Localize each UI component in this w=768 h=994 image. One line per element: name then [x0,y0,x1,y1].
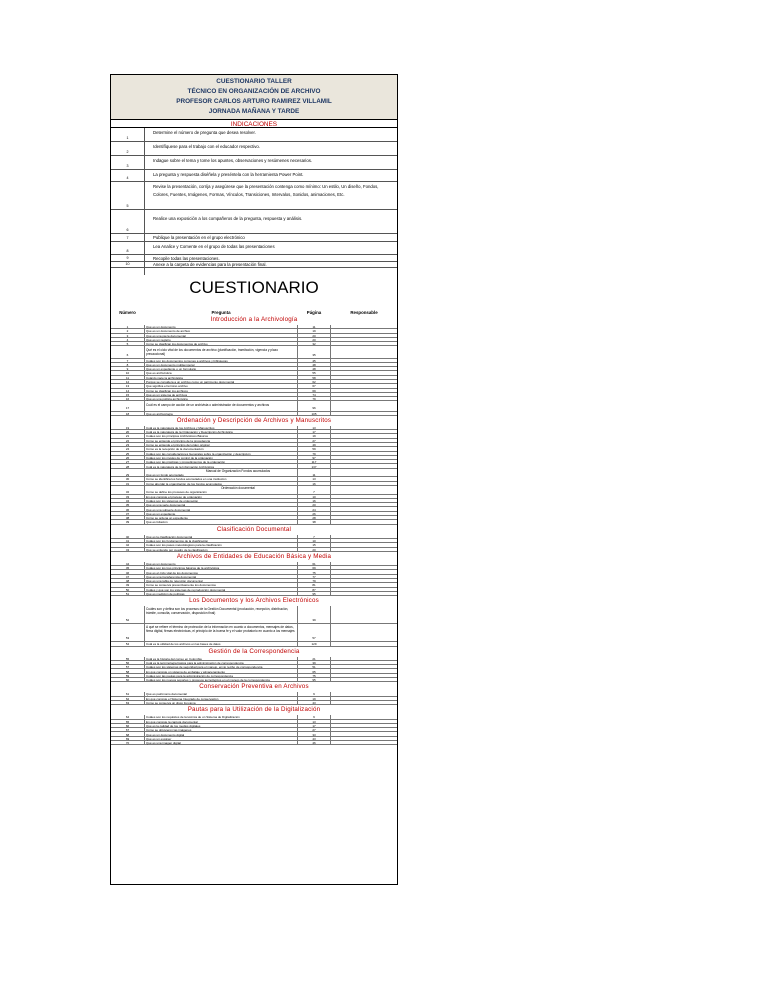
question-number: 11 [125,375,130,380]
question-text: Cuál es la naturaleza de la Ordenación y Descripción Archivística [146,430,233,435]
question-number: 60 [125,678,130,683]
column-divider [297,562,298,596]
question-number: 61 [125,692,130,697]
section-title: Ordenación y Descripción de Archivos y Manuscritos [176,416,332,424]
question-page: 17 [312,723,316,728]
col-header-pagina: Página [306,310,322,315]
indicacion-number: 4 [126,176,129,180]
question-page: 87 [312,587,316,592]
question-number: 3 [126,333,129,338]
indicacion-row [111,262,397,268]
question-row [111,347,397,359]
indicacion-number: 8 [126,249,129,253]
question-page: 17 [312,430,316,435]
question-number: 44 [125,561,130,566]
question-text: Cómo abordar la organización de los fondos acumulados [146,481,222,486]
question-number: 51 [125,592,130,596]
question-page: 95 [312,678,316,683]
question-text: Cuáles son las consideraciones Generales sobre la organización y descripción [146,451,251,456]
question-page: 105 [311,411,317,416]
question-text: Cuál es la historia del correo en Colombia [146,656,202,661]
question-page: 38 [312,520,316,525]
question-text: Qué es una transferencia documental [146,574,197,579]
column-divider [297,325,298,416]
question-text: Qué es medición de políticas [146,592,185,596]
question-number: 47 [125,574,130,579]
subsection-label: Ordenación documental [221,486,255,490]
header-block [111,75,397,119]
question-text: Qué es un escáner [146,736,172,741]
indicacion-row [111,182,397,210]
question-text: Qué es una imagen digital [146,741,181,746]
question-text: Qué es un documento digital [146,732,185,737]
question-text: Cuáles son los nuevos soportes y procesos tecnológicos en el manejo de la correspondencia [146,678,270,683]
question-page: 96 [312,405,316,410]
question-text: Cuáles son los tres principios básicos de la archivística [146,566,220,571]
question-page: 28 [312,516,316,521]
column-divider [144,535,145,552]
question-number: 59 [125,673,130,678]
question-page: 20 [312,503,316,508]
question-page: 61 [312,561,316,566]
question-text: Cuáles son los fundamentos de la clasificación [146,539,209,543]
indicacion-text: Publique la presentación en el grupo electrónico [153,235,245,240]
indicaciones-title: INDICACIONES [111,119,397,128]
question-text: Cómo se obtuvieron las imágenes [146,728,192,733]
question-number: 56 [125,660,130,665]
column-divider [144,606,145,646]
indicacion-text: Recopile todas las presentaciones. [153,256,220,261]
question-number: 41 [125,539,130,543]
question-text: Qué es una política archivística [146,397,188,402]
subsection-label: Manual de Organización Fondos acumulados [205,468,271,473]
indicacion-text: Revise la presentación, corrija y asegúrese que la presentación contenga como mínimo: Un estilo, Un diseño, Fondos, Colores, Fuentes, Imágenes, Formas, Vínculos, Transiciones, Intervalos, Sonidos, animaciones, Etc. [153,184,379,197]
question-page: 10 [312,494,316,499]
question-page: 13 [312,425,316,430]
question-page: 13 [312,477,316,482]
question-page: 129 [311,642,317,647]
question-page: 16 [312,481,316,486]
question-text: Cómo se ordena un expediente [146,516,188,521]
section-title: Pautas para la Utilización de la Digitalización [187,706,321,714]
question-text: Cómo se conserva preventivamente los documentos [146,583,216,588]
header-line-1: CUESTIONARIO TALLER [216,78,292,85]
question-number: 57 [125,665,130,670]
column-divider [330,426,331,525]
question-number: 45 [125,566,130,571]
column-divider [144,325,145,416]
question-text: Qué es foliación [146,520,168,525]
section-title: Gestión de la Correspondencia [208,647,300,655]
question-number: 2 [126,329,129,334]
question-number: 62 [125,696,130,701]
cuestionario-title: CUESTIONARIO [189,278,319,297]
column-divider [144,715,145,745]
question-text: En qué consiste el proceso de ordenación [146,494,202,499]
question-text: Porqué se considera a un archivo como un patrimonio documental [146,380,235,384]
question-number: 29 [125,473,130,478]
question-number: 70 [125,741,130,746]
questionnaire-sheet [110,74,398,885]
question-number: 8 [126,362,129,367]
header-line-4: JORNADA MAÑANA Y TARDE [208,108,300,115]
indicacion-number: 10 [125,262,130,266]
question-page: 45 [312,358,316,363]
question-page: 9 [313,715,315,720]
question-text: Qué es un fondo acumulado [146,473,184,478]
question-text: Cómo es la recepción de la documentación [146,447,204,452]
question-number: 31 [125,481,130,486]
question-number: 67 [125,728,130,733]
question-number: 21 [125,434,130,439]
indicacion-row [111,142,397,156]
question-text: Qué es el ciclo vital de los documentos [146,570,198,575]
question-number: 50 [125,587,130,592]
indicacion-number: 5 [126,204,129,208]
indicacion-number: 3 [126,164,129,168]
question-text: Cuál es el campo de acción de un archivista o administrador de documentos y archivos [146,402,270,407]
question-text: Cuáles son los sistemas de ordenación [146,498,199,503]
question-page: 20 [312,333,316,338]
question-page: 19 [312,329,316,334]
question-number: 55 [125,656,130,661]
question-page: 46 [312,741,316,746]
question-text: Qué es un documento de archivo [146,329,191,334]
question-text: Cuándo nace la archivística [146,375,183,380]
indicacion-number: 1 [126,136,129,140]
question-number: 17 [125,405,130,410]
question-number: 34 [125,498,130,503]
question-number: 9 [126,367,129,372]
section-title: Conservación Preventiva en Archivos [199,683,309,691]
question-number: 46 [125,570,130,575]
column-divider [297,715,298,745]
column-divider [144,692,145,705]
question-number: 25 [125,451,130,456]
question-text: Qué es una tabla de retención documental [146,579,203,584]
question-text: Cuáles son las prácticas y procedimientos de la ordenación [146,460,226,465]
indicacion-row [111,170,397,182]
question-page: 9 [313,692,315,697]
question-number: 20 [125,430,130,435]
question-number: 13 [125,384,130,389]
question-number: 12 [125,380,130,384]
column-divider [144,426,145,525]
question-number: 33 [125,494,130,499]
question-number: 64 [125,715,130,720]
question-page: 24 [312,507,316,512]
question-page: 67 [312,384,316,389]
question-text: Qué es un documento [146,561,176,566]
indicacion-row [111,242,397,255]
question-page: 48 [312,362,316,367]
question-page: 7 [313,490,315,495]
column-divider [330,657,331,683]
question-number: 14 [125,388,130,393]
indicacion-text: Realice una exposición a los compañeros de la pregunta, respuesta y análisis. [153,216,303,221]
column-divider [297,426,298,525]
question-text: Cómo se define los procesos de organización [146,490,207,495]
question-text: Qué es un expediente [146,511,176,516]
question-text: Qué es archivología [146,411,173,416]
indicacion-text: Identifíquese para el trabajo con el educador respectivo. [153,144,261,149]
question-number: 53 [125,636,130,641]
question-page: 55 [312,371,316,376]
column-divider [297,657,298,683]
question-text: Cuáles son los pasos metodológicos para la clasificación [146,543,222,548]
indicacion-number: 2 [126,150,129,154]
question-text: Qué es una subserie documental [146,507,191,512]
indicaciones-divider [144,128,145,275]
question-page: 32 [312,342,316,347]
header-line-2: TÉCNICO EN ORGANIZACIÓN DE ARCHIVO [187,88,321,95]
question-number: 38 [125,516,130,521]
column-divider [144,562,145,596]
question-text: Qué es una pieza documental [146,333,186,338]
question-text: Cuáles son los niveles de control de la ordenación [146,455,213,460]
question-number: 37 [125,511,130,516]
indicacion-text: Anexe a la carpeta de evidencias para la presentación final. [153,262,267,267]
question-page: 43 [312,736,316,741]
column-divider [297,535,298,552]
question-number: 65 [125,719,130,724]
indicacion-row [111,210,397,234]
question-number: 68 [125,732,130,737]
question-page: 48 [312,367,316,372]
indicacion-row [111,255,397,262]
question-text: Qué es el ciclo vital de los documentos de archivo (planificación, tramitación, vigencia y plazo precaucional) [146,347,278,356]
question-page: 81 [312,583,316,588]
question-text: Cómo se entiende el principio del orden original [146,443,210,447]
indicacion-number: 7 [126,236,129,240]
column-divider [330,692,331,705]
question-number: 18 [125,411,130,416]
indicacion-row [111,128,397,142]
question-number: 30 [125,477,130,482]
question-row [111,741,397,745]
question-page: 49 [312,443,316,447]
question-text: Qué es patrimonio documental [146,692,187,697]
question-row [111,624,397,642]
section-title: Introducción a la Archivología [210,316,298,323]
question-page: 137 [311,464,317,469]
question-text: A qué se refiere el término de protección de la información en cuanto a documentos, mensajes de datos, firma digital, firmas electrónicas, el principio de la buena fe y el valor probatorio en cuanto a los mensajes [146,625,295,634]
question-page: 62 [312,380,316,384]
indicacion-text: Determine el número de pregunta que desea resolver. [153,130,256,135]
question-number: 23 [125,443,130,447]
question-number: 39 [125,520,130,525]
question-text: Cuál es la naturaleza de los Archivos y Manuscritos [146,425,215,430]
question-page: 95 [312,592,316,596]
question-page: 69 [312,388,316,393]
indicacion-number: 9 [126,256,129,260]
question-page: 65 [312,669,316,674]
indicacion-row [111,234,397,242]
question-number: 19 [125,425,130,430]
question-page: 117 [311,460,317,465]
question-number: 43 [125,547,130,552]
question-text: Qué es la calidad de los medios digitales [146,723,201,728]
question-number: 7 [126,358,129,363]
question-number: 40 [125,534,130,539]
indicacion-row [111,156,397,170]
section-title: Los Documentos y los Archivos Electrónicos [189,597,319,605]
question-number: 6 [126,352,129,357]
question-number: 32 [125,490,130,495]
column-divider [330,535,331,552]
question-text: Qué es archivística [146,371,172,376]
question-row [111,606,397,624]
question-text: Cuáles son los documentos comunes a archivos y bibliotecas [146,358,228,363]
question-text: Cómo se entiende el principio de la procedencia [146,438,211,443]
question-number: 58 [125,669,130,674]
question-number: 28 [125,464,130,469]
question-page: 74 [312,392,316,397]
question-text: Qué se entiende por cuadro de la clasificación [146,547,208,552]
question-page: 27 [312,728,316,733]
question-text: Qué significa el término archivo [146,384,188,389]
question-page: 11 [312,473,316,478]
question-page: 19 [312,696,316,701]
question-text: Cuáles son los sistemas de seguridad para el manejo, envío recibo de correspondencia [146,665,263,670]
column-divider [297,606,298,646]
question-text: Qué es la clasificación documental [146,534,193,539]
question-page: 79 [312,397,316,402]
column-divider [330,606,331,646]
question-page: 7 [313,534,315,539]
question-page: 19 [312,434,316,439]
section-title: Clasificación Documental [216,525,292,533]
question-page: 20 [312,337,316,342]
question-page: 13 [312,719,316,724]
question-number: 16 [125,397,130,402]
question-number: 4 [126,337,129,342]
question-text: Cómo se clasifican los archivos [146,388,188,393]
question-page: 77 [312,574,316,579]
column-divider [297,692,298,705]
question-page: 58 [312,375,316,380]
question-number: 54 [125,642,130,647]
col-header-pregunta: Pregunta [211,310,231,315]
question-page: 16 [312,498,316,503]
question-text: Cuál es la utilidad de los archivos en las bases de datos [146,642,221,647]
question-number: 24 [125,447,130,452]
question-text: Cómo se clasifican los documentos de archivo [146,342,208,347]
indicacion-text: La pregunta y respuesta diséñela y preséntela con la herramienta Power Point. [153,172,304,177]
question-number: 42 [125,543,130,548]
question-text: Qué es un expediente o un formulario [146,367,197,372]
question-number: 27 [125,460,130,465]
question-number: 26 [125,455,130,460]
question-page: 21 [312,656,316,661]
question-number: 15 [125,392,130,397]
question-page: 43 [312,701,316,705]
question-number: 52 [125,618,130,623]
question-text: Qué es un sistema de archivos [146,392,188,397]
question-page: 15 [312,543,316,548]
column-divider [330,715,331,745]
question-text: Cuáles son los principios Archivísticos Básicos [146,434,209,439]
question-row [111,402,397,412]
question-number: 1 [126,325,129,329]
question-text: Cuál es la naturaleza de la Información Archivística [146,464,215,469]
header-line-3: PROFESOR CARLOS ARTURO RAMIREZ VILLAMIL [176,98,332,105]
question-page: 20 [312,547,316,552]
question-text: Qué es un registro [146,337,171,342]
question-text: Cuáles son los requisitos de la técnica de un Sistema de Digitalización [146,715,240,720]
question-number: 49 [125,583,130,588]
question-page: 39 [312,618,316,623]
column-divider [144,657,145,683]
question-page: 79 [312,451,316,456]
question-text: Cómo se conserva un disco fonotona [146,701,196,705]
question-page: 51 [312,665,316,670]
indicacion-text: Lea Analice y Comente en el grupo de todas las presentaciones [153,244,275,249]
question-text: En qué consiste el Sistema Integrado de conservación [146,696,219,701]
question-page: 59 [312,447,316,452]
question-page: 33 [312,732,316,737]
question-text: Cuál es la terminología básica para la administración de correspondencia [146,660,244,665]
indicacion-number: 6 [126,228,129,232]
indicacion-text: Indague sobre el tema y tome los apuntes, observaciones y resúmenes necesarios. [153,158,313,163]
section-title: Archivos de Entidades de Educación Básica y Media [176,552,332,560]
question-number: 63 [125,701,130,705]
question-page: 39 [312,660,316,665]
question-text: Qué es un documento [146,325,176,329]
question-text: Cuáles son las pautas para la administración de correspondencia [146,673,233,678]
question-page: 35 [312,352,316,357]
question-text: Cuáles son y defina son los procesos de la Gestión Documental (producción, recepción, distribución, trámite, consulta, conservación, disposición final) [146,607,289,616]
question-number: 36 [125,507,130,512]
column-divider [330,562,331,596]
question-text: Qué es una serie documental [146,503,186,508]
column-divider [330,325,331,416]
col-header-responsable: Responsable [350,310,378,315]
question-page: 11 [312,325,316,329]
col-header-numero: Número [119,310,136,315]
question-text: Cuáles y qué son los sistemas de reproducción documental [146,587,226,592]
question-page: 27 [312,438,316,443]
question-text: Cómo se identifica los fondos acumulados en una institución [146,477,227,482]
question-number: 10 [125,371,130,376]
question-page: 69 [312,566,316,571]
question-number: 48 [125,579,130,584]
question-number: 66 [125,723,130,728]
question-page: 26 [312,511,316,516]
question-text: En qué consiste la captura documental [146,719,198,724]
question-text: Qué es un documento multitemporal [146,362,195,367]
question-page: 10 [312,539,316,543]
question-number: 22 [125,438,130,443]
question-number: 35 [125,503,130,508]
question-page: 75 [312,673,316,678]
question-number: 5 [126,342,129,347]
question-page: 97 [312,455,316,460]
question-page: 75 [312,570,316,575]
question-page: 79 [312,579,316,584]
question-page: 57 [312,636,316,641]
question-number: 69 [125,736,130,741]
question-text: En qué consiste un sistema de embalaje y almacenamiento [146,669,226,674]
